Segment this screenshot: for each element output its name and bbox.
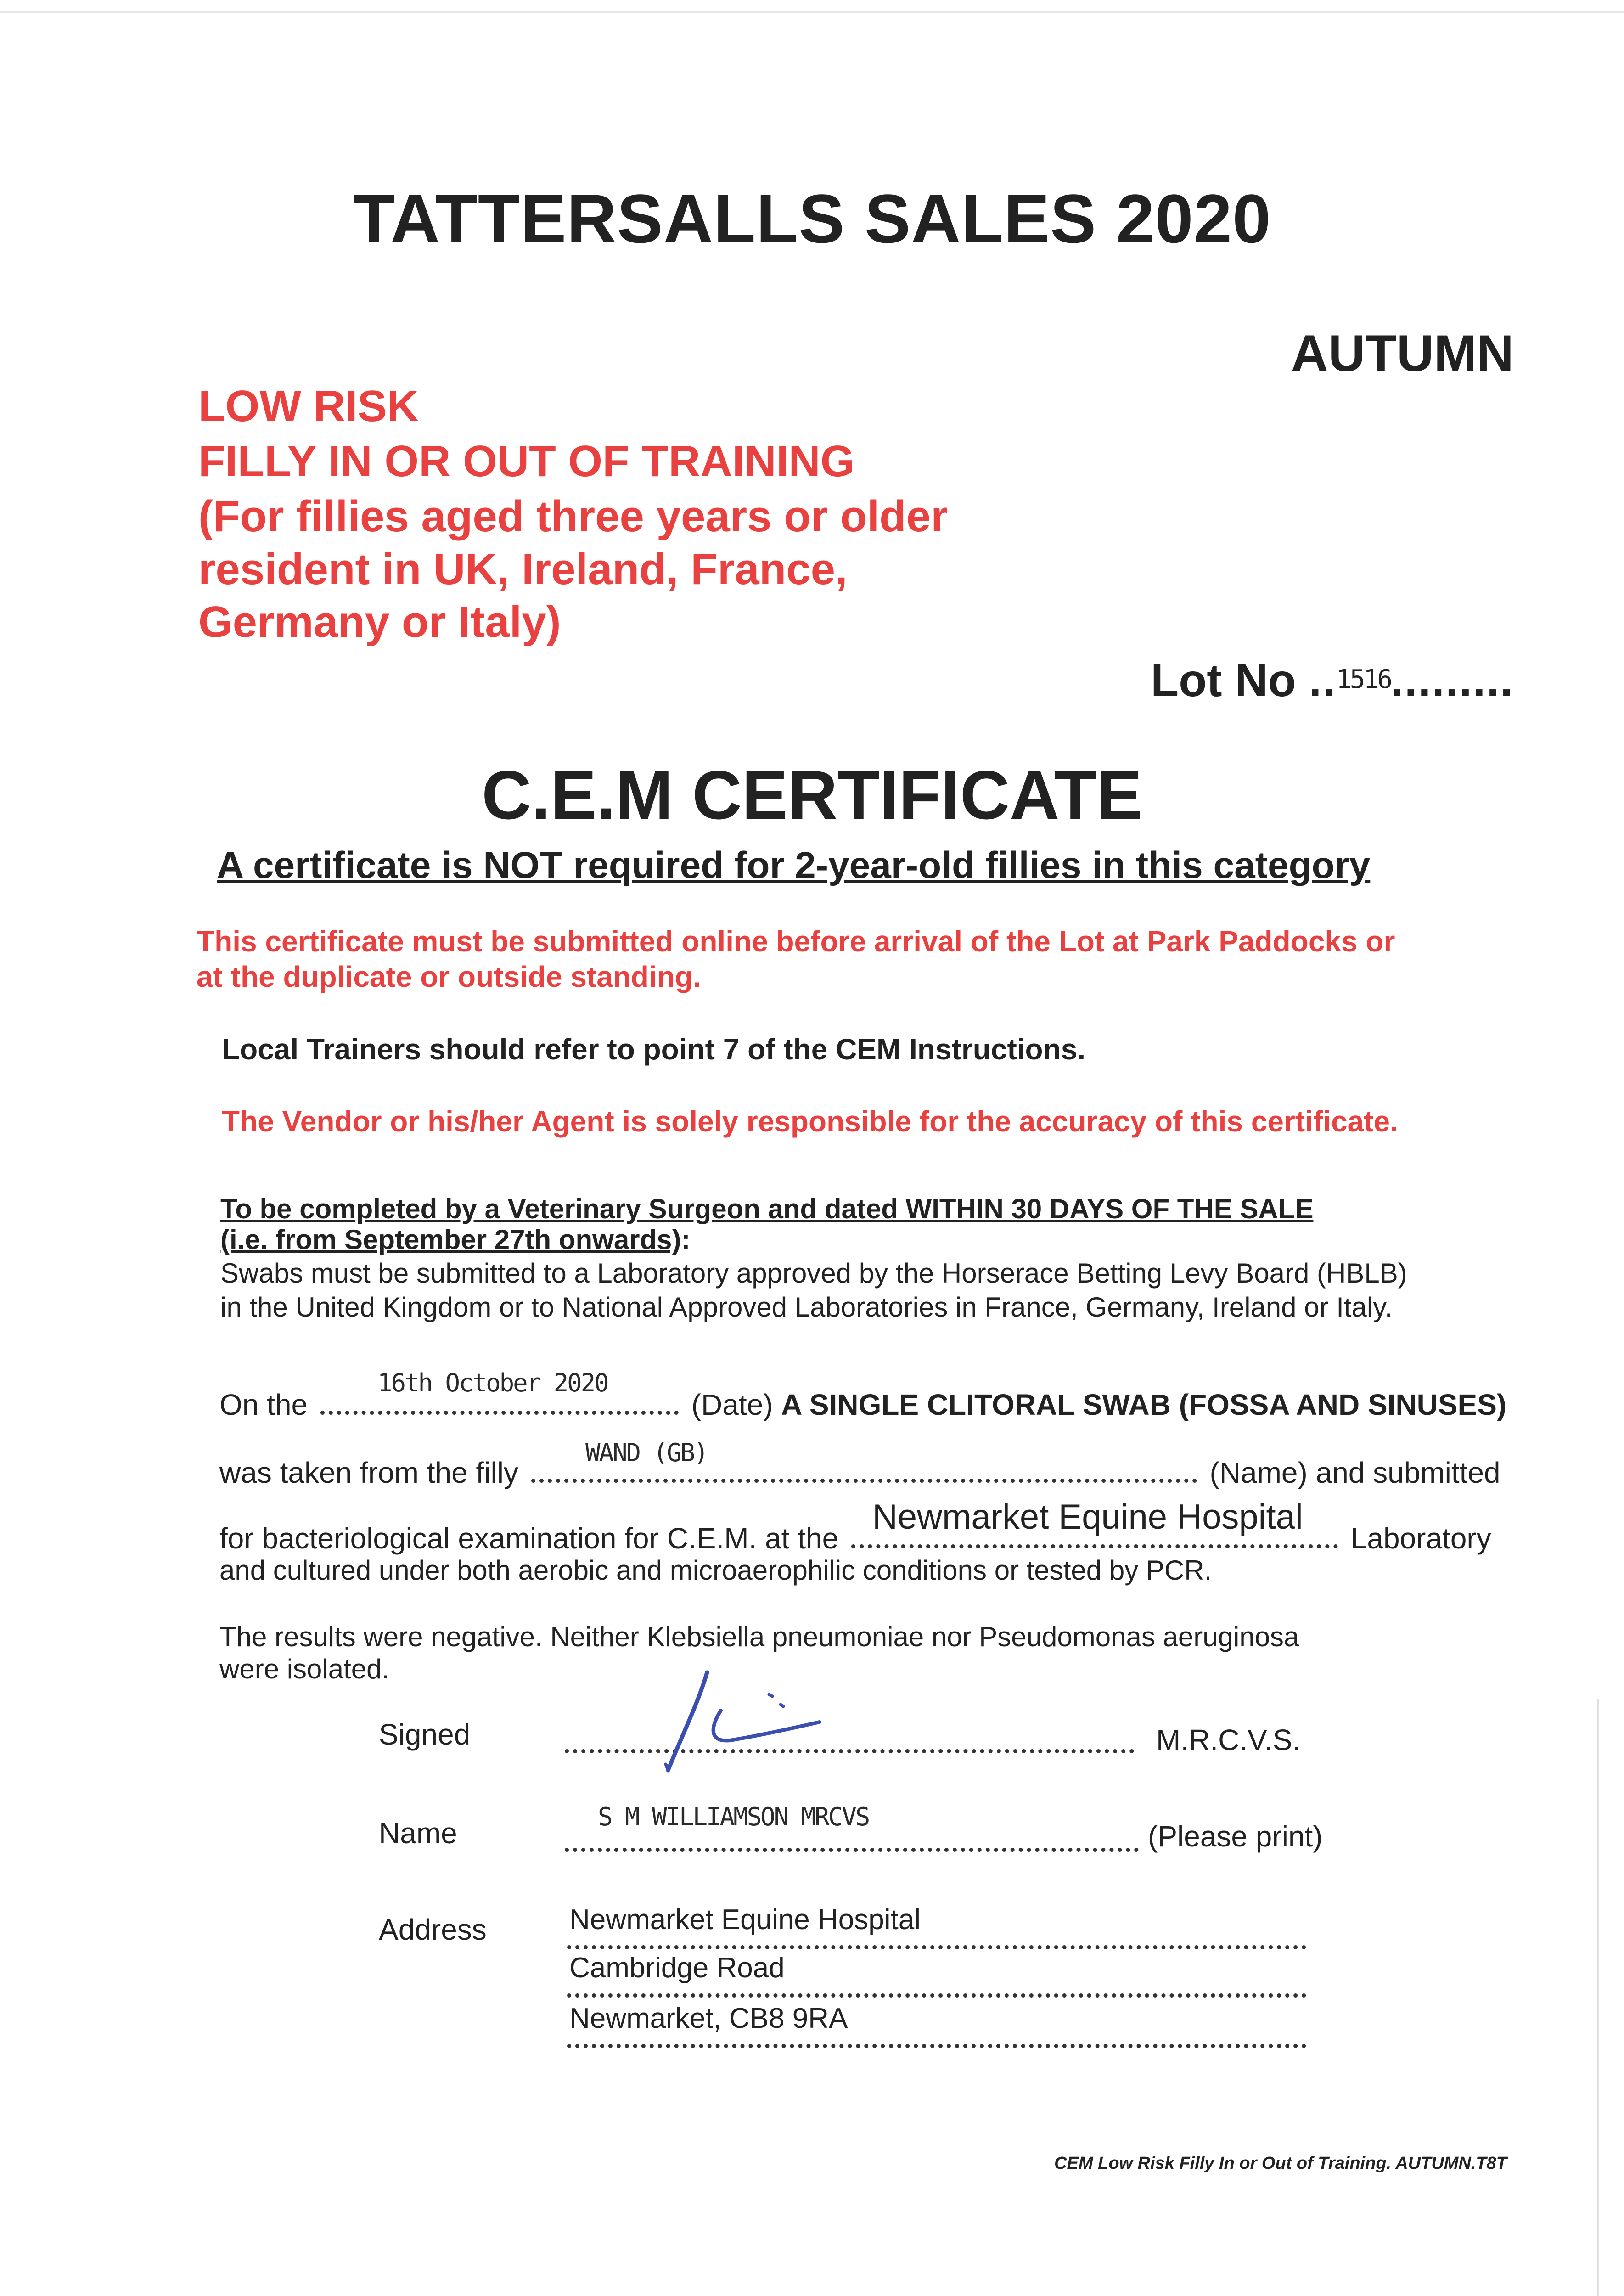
signed-label: Signed	[379, 1718, 471, 1751]
address-dotted-field-2	[567, 1992, 1306, 2000]
for-exam-label: for bacteriological examination for C.E.M. at the	[219, 1522, 839, 1555]
mrcvs-label: M.R.C.V.S.	[1156, 1723, 1301, 1756]
lot-dots-left: ..	[1309, 655, 1337, 706]
address-label: Address	[379, 1913, 487, 1946]
date-value: 16th October 2020	[377, 1368, 608, 1397]
instructions-heading-line-2	[220, 1224, 691, 1255]
instructions-heading-line-1: To be completed by a Veterinary Surgeon and dated WITHIN 30 DAYS OF THE SALE	[220, 1193, 1314, 1224]
lot-number	[1151, 654, 1514, 707]
name-dotted-field	[565, 1846, 1139, 1854]
filly-dotted-field	[531, 1479, 1197, 1483]
please-print-label: (Please print)	[1148, 1820, 1323, 1853]
filly-name-value: WAND (GB)	[585, 1438, 708, 1467]
filly-line	[219, 1456, 1500, 1490]
address-dotted-field-1	[567, 1943, 1306, 1952]
swabs-line-2: in the United Kingdom or to National Approved Laboratories in France, Germany, Ireland or Italy.	[220, 1292, 1393, 1322]
address-line-2: Cambridge Road	[569, 1952, 785, 1984]
lot-value: 1516	[1336, 664, 1391, 694]
name-value: S M WILLIAMSON MRCVS	[598, 1802, 869, 1831]
name-label: Name	[379, 1817, 457, 1850]
scan-edge-top	[0, 11, 1624, 13]
lot-label: Lot No	[1151, 655, 1296, 706]
category-line-4: resident in UK, Ireland, France,	[198, 545, 848, 594]
lot-dots-right: .........	[1390, 655, 1514, 706]
signature-image	[643, 1667, 849, 1773]
date-dotted-field	[320, 1411, 679, 1415]
address-dotted-field-3	[567, 2042, 1306, 2050]
swabs-line-1: Swabs must be submitted to a Laboratory approved by the Horserace Betting Levy Board (HBLB)	[220, 1258, 1407, 1289]
results-line-2: were isolated.	[219, 1654, 390, 1684]
date-label: (Date)	[691, 1388, 773, 1421]
category-line-3: (For fillies aged three years or older	[198, 492, 948, 541]
footer-code: CEM Low Risk Filly In or Out of Training. AUTUMN.T8T	[1054, 2154, 1507, 2173]
page-title: TATTERSALLS SALES 2020	[353, 180, 1271, 257]
results-line-1: The results were negative. Neither Klebsiella pneumoniae nor Pseudomonas aeruginosa	[219, 1621, 1299, 1652]
instructions-heading-date: (i.e. from September 27th onwards)	[220, 1224, 681, 1255]
vendor-responsibility-note: The Vendor or his/her Agent is solely responsible for the accuracy of this certificate.	[222, 1105, 1398, 1138]
on-the-label: On the	[219, 1388, 308, 1421]
address-line-3: Newmarket, CB8 9RA	[569, 2003, 848, 2034]
name-submitted-label: (Name) and submitted	[1209, 1456, 1500, 1489]
category-line-1: LOW RISK	[198, 382, 419, 431]
season-label: AUTUMN	[1291, 325, 1514, 382]
instructions-heading-colon: :	[681, 1224, 691, 1255]
swab-text: A SINGLE CLITORAL SWAB (FOSSA AND SINUSES)	[781, 1388, 1507, 1421]
scan-edge-right	[1597, 1699, 1599, 2296]
category-line-2: FILLY IN OR OUT OF TRAINING	[198, 437, 855, 486]
address-line-1: Newmarket Equine Hospital	[569, 1904, 921, 1936]
taken-from-label: was taken from the filly	[219, 1456, 518, 1489]
laboratory-value: Newmarket Equine Hospital	[872, 1497, 1303, 1536]
laboratory-dotted-field	[851, 1544, 1338, 1548]
submit-notice-line-2: at the duplicate or outside standing.	[197, 960, 701, 993]
category-line-5: Germany or Italy)	[198, 597, 561, 647]
submit-notice-line-1: This certificate must be submitted online before arrival of the Lot at Park Paddocks or	[197, 925, 1395, 958]
laboratory-label: Laboratory	[1350, 1522, 1491, 1555]
not-required-note: A certificate is NOT required for 2-year-old fillies in this category	[217, 844, 1371, 886]
cultured-line: and cultured under both aerobic and microaerophilic conditions or tested by PCR.	[219, 1555, 1212, 1586]
certificate-title: C.E.M CERTIFICATE	[482, 756, 1142, 833]
local-trainers-note: Local Trainers should refer to point 7 of the CEM Instructions.	[222, 1033, 1086, 1066]
